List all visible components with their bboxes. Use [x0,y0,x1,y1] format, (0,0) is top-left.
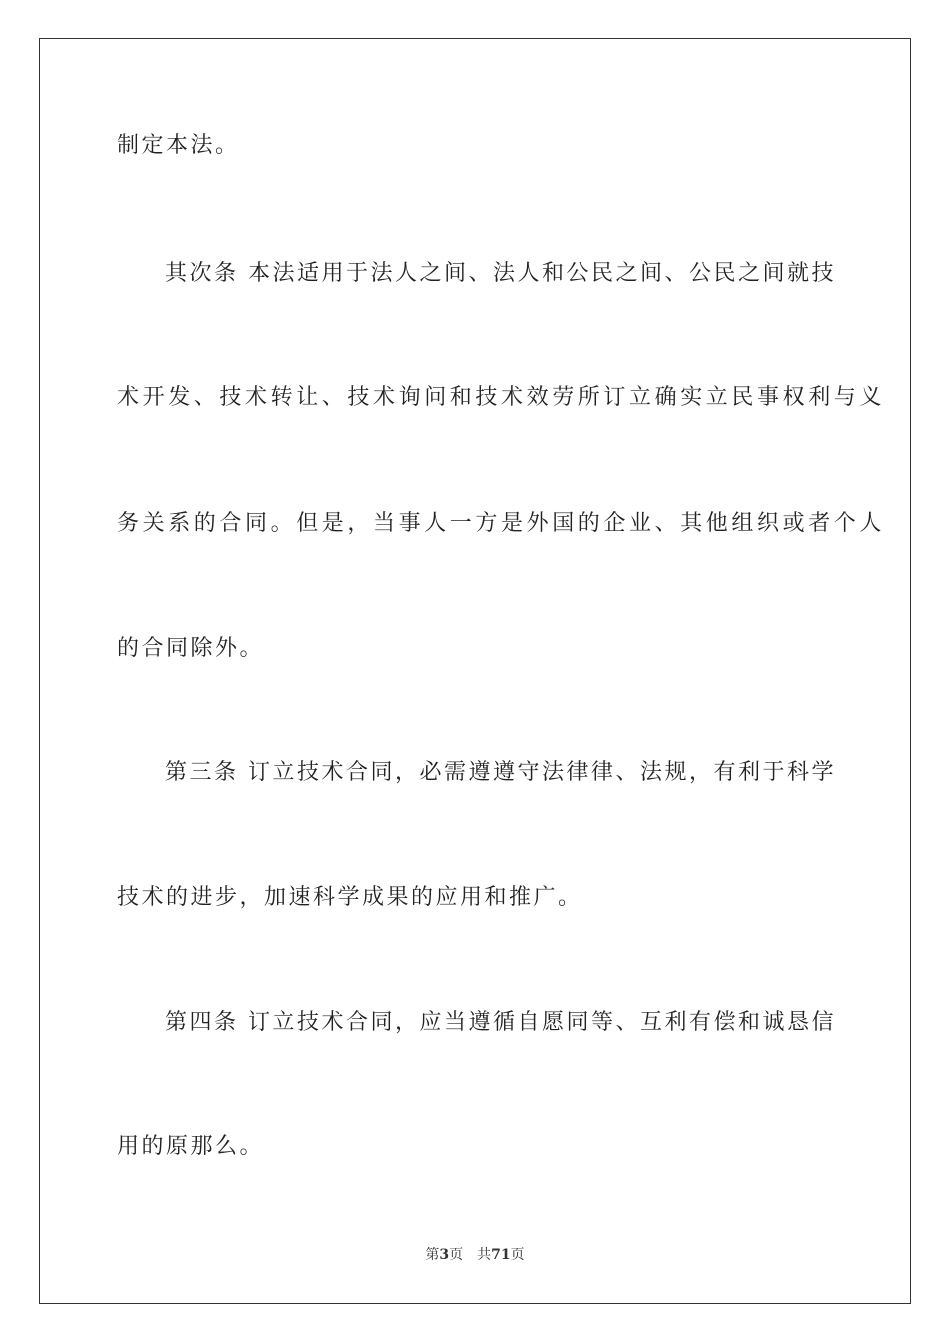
current-page-number: 3 [439,1247,450,1263]
article-4-line-2: 用的原那么。 [117,1134,265,1159]
total-page-count: 71 [491,1247,511,1263]
article-3-line-1: 第三条 订立技术合同，必需遵遵守法律律、法规，有利于科学 [165,760,836,785]
page-label-suffix: 页 [449,1247,464,1263]
page-label-prefix: 第 [425,1247,440,1263]
article-2-line-4: 的合同除外。 [117,636,265,661]
total-label-prefix: 共 [477,1247,492,1263]
article-2-line-2: 术开发、技术转让、技术询问和技术效劳所订立确实立民事权利与义 [117,385,886,410]
total-label-suffix: 页 [510,1247,525,1263]
page-border [39,38,911,1304]
paragraph-line-1: 制定本法。 [117,133,240,158]
article-3-line-2: 技术的进步，加速科学成果的应用和推广。 [117,885,583,910]
page-footer [0,1246,950,1264]
article-2-line-3: 务关系的合同。但是，当事人一方是外国的企业、其他组织或者个人 [117,511,886,536]
article-4-line-1: 第四条 订立技术合同，应当遵循自愿同等、互利有偿和诚恳信 [165,1010,836,1035]
article-2-line-1: 其次条 本法适用于法人之间、法人和公民之间、公民之间就技 [165,261,836,286]
